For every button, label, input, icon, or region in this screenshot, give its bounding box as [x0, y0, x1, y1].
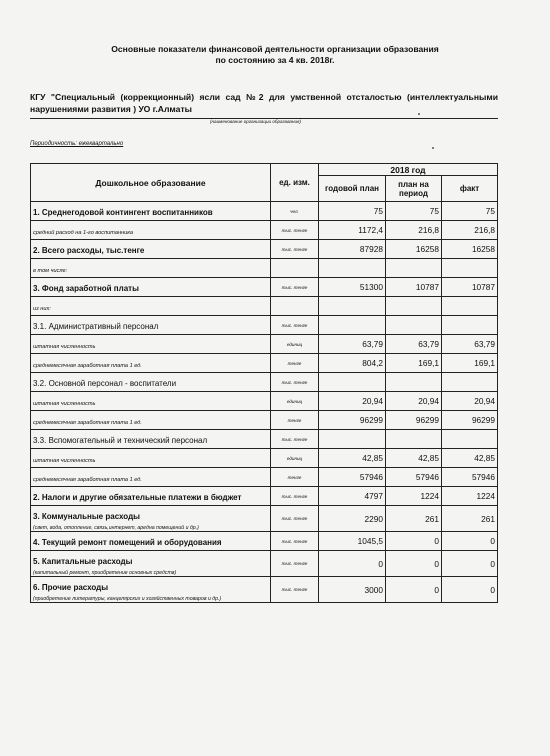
- row-period-plan: 63,79: [386, 335, 442, 354]
- row-unit: тыс. тенге: [271, 221, 319, 240]
- row-unit: тыс. тенге: [271, 430, 319, 449]
- row-fact: 75: [442, 202, 498, 221]
- row-fact: 0: [442, 577, 498, 603]
- table-row: [31, 297, 498, 316]
- organization-caption: (наименование организации образования): [210, 119, 302, 124]
- periodicity-label: Периодичность: ежеквартально: [30, 141, 124, 147]
- row-label: [31, 506, 271, 532]
- row-unit: тыс. тенге: [271, 551, 319, 577]
- row-period-plan: 0: [386, 551, 442, 577]
- table-row: [31, 240, 498, 259]
- row-unit: тыс. тенге: [271, 532, 319, 551]
- financial-indicators-table: [30, 163, 498, 603]
- header-period-plan: план на период: [386, 176, 442, 202]
- row-unit: тенге: [271, 468, 319, 487]
- row-unit: единиц: [271, 392, 319, 411]
- organization-name: КГУ "Специальный (коррекционный) ясли сад №2 для умственной отсталостью (интеллектуальными нарушениями развития ) УО г.Алматы: [30, 92, 498, 114]
- row-fact: 96299: [442, 411, 498, 430]
- row-fact: 261: [442, 506, 498, 532]
- row-period-plan: 10787: [386, 278, 442, 297]
- row-label: [31, 392, 271, 411]
- row-fact: [442, 430, 498, 449]
- row-label: [31, 487, 271, 506]
- row-unit: тыс. тенге: [271, 316, 319, 335]
- row-label: [31, 316, 271, 335]
- row-fact: 10787: [442, 278, 498, 297]
- row-label-text: 6. Прочие расходы: [33, 583, 109, 592]
- row-label-text: 1. Среднегодовой контингент воспитанников: [33, 208, 213, 217]
- header-section: Дошкольное образование: [31, 164, 271, 202]
- table-row: [31, 551, 498, 577]
- row-unit: тыс. тенге: [271, 577, 319, 603]
- row-fact: 216,8: [442, 221, 498, 240]
- row-fact: [442, 297, 498, 316]
- row-label: [31, 259, 271, 278]
- row-label-text: средний расход на 1-го воспитанника: [33, 230, 133, 236]
- row-fact: [442, 259, 498, 278]
- row-label-text: 3.1. Административный персонал: [33, 322, 159, 331]
- row-label: [31, 240, 271, 259]
- row-label: [31, 202, 271, 221]
- row-label: [31, 354, 271, 373]
- row-annual-plan: 4797: [319, 487, 386, 506]
- title-line-1: Основные показатели финансовой деятельности организации образования: [111, 44, 439, 54]
- row-unit: чел.: [271, 202, 319, 221]
- row-label-text: штатная численность: [33, 401, 96, 407]
- row-unit: тыс. тенге: [271, 506, 319, 532]
- row-annual-plan: 804,2: [319, 354, 386, 373]
- row-annual-plan: 2290: [319, 506, 386, 532]
- row-label: [31, 221, 271, 240]
- row-unit: [271, 259, 319, 278]
- row-annual-plan: 0: [319, 551, 386, 577]
- row-label: [31, 577, 271, 603]
- table-row: [31, 373, 498, 392]
- row-label-text: 3. Фонд заработной платы: [33, 284, 139, 293]
- row-label-text: штатная численность: [33, 344, 96, 350]
- row-annual-plan: [319, 259, 386, 278]
- row-label: [31, 335, 271, 354]
- row-fact: 1224: [442, 487, 498, 506]
- row-period-plan: 169,1: [386, 354, 442, 373]
- row-label-text: 2. Всего расходы, тыс.тенге: [33, 246, 145, 255]
- row-period-plan: 261: [386, 506, 442, 532]
- row-unit: единиц: [271, 449, 319, 468]
- table-row: [31, 449, 498, 468]
- row-annual-plan: [319, 373, 386, 392]
- row-annual-plan: [319, 297, 386, 316]
- row-annual-plan: 63,79: [319, 335, 386, 354]
- row-annual-plan: 87928: [319, 240, 386, 259]
- header-year: 2018 год: [319, 164, 498, 176]
- row-label-note: (свет, вода, отопление, связь,интернет, аредна помещений и др.): [33, 525, 199, 531]
- scan-speck: [432, 147, 434, 149]
- row-label: [31, 449, 271, 468]
- row-period-plan: 1224: [386, 487, 442, 506]
- row-label-text: штатная численность: [33, 458, 96, 464]
- row-unit: тыс. тенге: [271, 373, 319, 392]
- row-label-text: 3. Коммунальные расходы: [33, 512, 140, 521]
- row-unit: тыс. тенге: [271, 487, 319, 506]
- row-annual-plan: 3000: [319, 577, 386, 603]
- row-period-plan: 42,85: [386, 449, 442, 468]
- table-row: [31, 316, 498, 335]
- document-title: [60, 44, 490, 66]
- row-unit: тенге: [271, 411, 319, 430]
- row-annual-plan: 1045,5: [319, 532, 386, 551]
- table-row: [31, 532, 498, 551]
- row-unit: тыс. тенге: [271, 240, 319, 259]
- row-label-text: среднемесячная заработная плата 1 ед.: [33, 477, 142, 483]
- table-row: [31, 468, 498, 487]
- row-fact: [442, 316, 498, 335]
- row-period-plan: 16258: [386, 240, 442, 259]
- row-period-plan: 96299: [386, 411, 442, 430]
- header-unit: ед. изм.: [271, 164, 319, 202]
- header-fact: факт: [442, 176, 498, 202]
- row-period-plan: 0: [386, 577, 442, 603]
- row-annual-plan: [319, 316, 386, 335]
- row-fact: 42,85: [442, 449, 498, 468]
- row-annual-plan: 1172,4: [319, 221, 386, 240]
- row-label-text: из них:: [33, 306, 51, 312]
- table-row: [31, 335, 498, 354]
- row-annual-plan: 96299: [319, 411, 386, 430]
- row-annual-plan: 20,94: [319, 392, 386, 411]
- row-period-plan: [386, 259, 442, 278]
- row-label: [31, 373, 271, 392]
- header-annual-plan: годовой план: [319, 176, 386, 202]
- row-annual-plan: [319, 430, 386, 449]
- row-period-plan: 57946: [386, 468, 442, 487]
- row-label: [31, 468, 271, 487]
- table-row: [31, 577, 498, 603]
- row-label-text: 2. Налоги и другие обязательные платежи в бюджет: [33, 493, 242, 502]
- row-fact: [442, 373, 498, 392]
- row-label: [31, 278, 271, 297]
- table-row: [31, 430, 498, 449]
- row-fact: 169,1: [442, 354, 498, 373]
- row-unit: [271, 297, 319, 316]
- row-label-text: среднемесячная заработная плата 1 ед.: [33, 363, 142, 369]
- title-line-2: по состоянию за 4 кв. 2018г.: [215, 55, 335, 65]
- row-period-plan: 20,94: [386, 392, 442, 411]
- row-label: [31, 411, 271, 430]
- row-fact: 0: [442, 532, 498, 551]
- row-label-note: (капитальный ремонт, приобретение основных средств): [33, 570, 177, 576]
- row-unit: тыс. тенге: [271, 278, 319, 297]
- row-fact: 63,79: [442, 335, 498, 354]
- table-row: [31, 221, 498, 240]
- table-row: [31, 278, 498, 297]
- table-row: [31, 487, 498, 506]
- row-period-plan: [386, 373, 442, 392]
- row-unit: единиц: [271, 335, 319, 354]
- row-label-text: 5. Капитальные расходы: [33, 557, 133, 566]
- table-body: [31, 202, 498, 603]
- row-label-text: 3.3. Вспомогательный и технический персонал: [33, 436, 208, 445]
- row-fact: 20,94: [442, 392, 498, 411]
- row-label-text: среднемесячная заработная плата 1 ед.: [33, 420, 142, 426]
- row-annual-plan: 75: [319, 202, 386, 221]
- row-label: [31, 297, 271, 316]
- table-row: [31, 202, 498, 221]
- row-period-plan: 216,8: [386, 221, 442, 240]
- row-period-plan: [386, 316, 442, 335]
- table-row: [31, 411, 498, 430]
- row-label: [31, 430, 271, 449]
- row-label: [31, 532, 271, 551]
- row-period-plan: 75: [386, 202, 442, 221]
- row-label: [31, 551, 271, 577]
- row-annual-plan: 57946: [319, 468, 386, 487]
- row-label-text: 4. Текущий ремонт помещений и оборудования: [33, 538, 222, 547]
- row-label-text: 3.2. Основной персонал - воспитатели: [33, 379, 177, 388]
- row-annual-plan: 42,85: [319, 449, 386, 468]
- table-row: [31, 259, 498, 278]
- row-period-plan: [386, 430, 442, 449]
- scan-speck: [418, 113, 420, 115]
- row-unit: тенге: [271, 354, 319, 373]
- table-row: [31, 506, 498, 532]
- table-row: [31, 354, 498, 373]
- row-fact: 0: [442, 551, 498, 577]
- table-row: [31, 392, 498, 411]
- row-annual-plan: 51300: [319, 278, 386, 297]
- row-fact: 57946: [442, 468, 498, 487]
- row-fact: 16258: [442, 240, 498, 259]
- row-label-note: (приобретение литературы, канцелярских и хозяйственных товаров и др.): [33, 596, 222, 602]
- row-period-plan: [386, 297, 442, 316]
- row-period-plan: 0: [386, 532, 442, 551]
- row-label-text: в том числе:: [33, 268, 68, 274]
